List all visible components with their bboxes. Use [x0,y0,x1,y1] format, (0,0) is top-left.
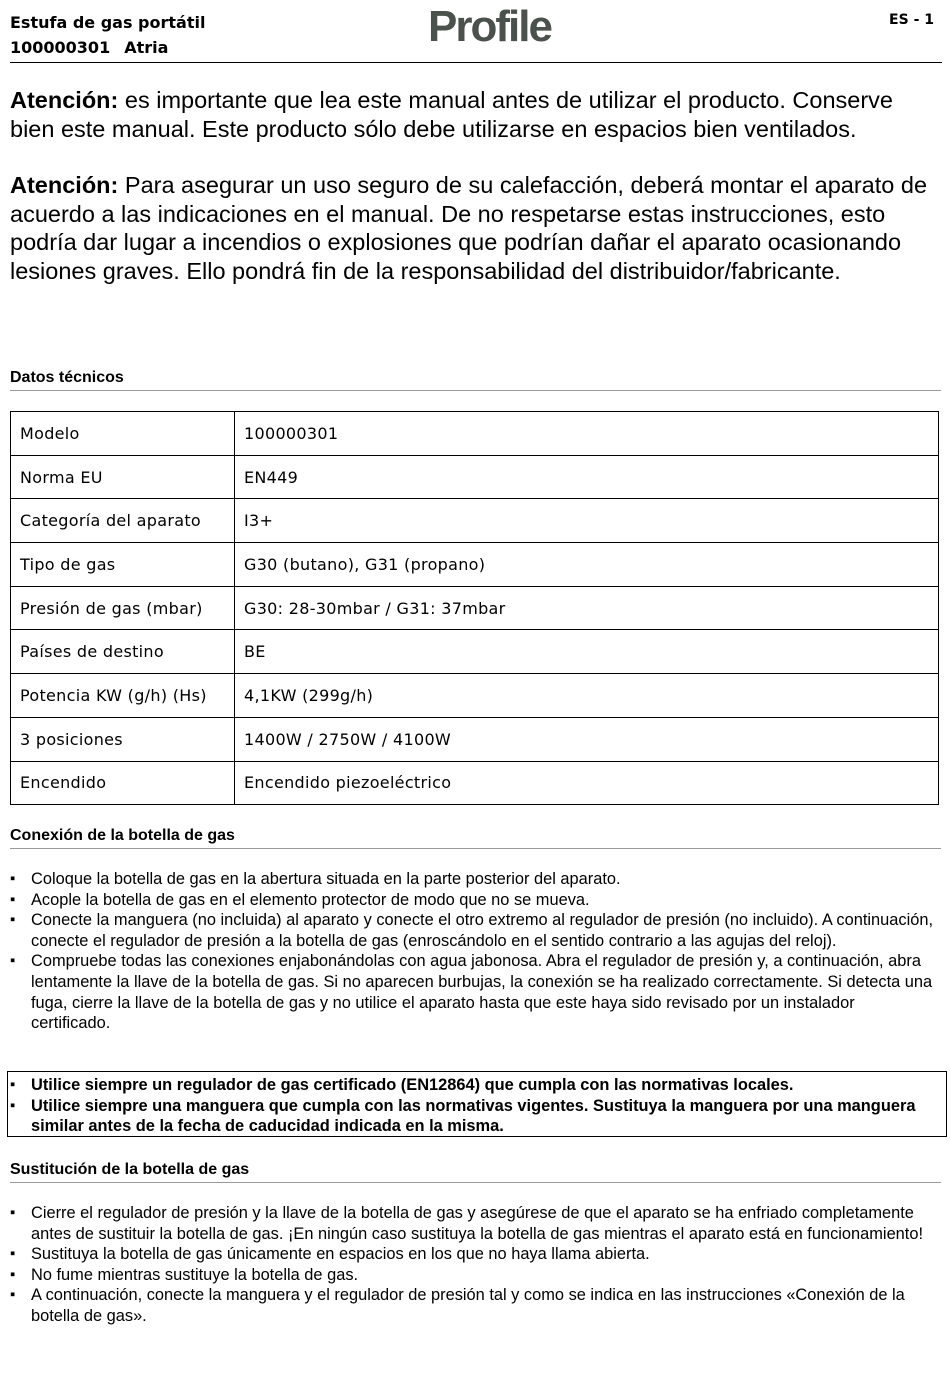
table-row [11,455,939,499]
list-item: ▪ A continuación, conecte la manguera y el regulador de presión tal y como se indica en las instrucciones «Conexión de la botella de gas». [10,1285,936,1326]
spec-label: Encendido [11,761,235,805]
warning-label: Atención: [10,172,119,198]
table-row [11,586,939,630]
page-header [10,2,942,63]
intro-warnings [10,86,940,313]
specs-table [10,411,939,805]
safety-warnings [10,1075,930,1137]
spec-label: Presión de gas (mbar) [11,586,235,630]
spec-label: 3 posiciones [11,717,235,761]
table-row [11,761,939,805]
warning-paragraph-2 [10,171,940,285]
list-item: ▪ No fume mientras sustituye la botella de gas. [10,1265,936,1286]
list-item: ▪ Coloque la botella de gas en la abertura situada en la parte posterior del aparato. [10,869,936,890]
page-number: ES - 1 [889,12,934,28]
spec-label: Norma EU [11,455,235,499]
replacement-steps [10,1203,936,1327]
spec-value: 1400W / 2750W / 4100W [235,717,939,761]
spec-value: BE [235,630,939,674]
table-row [11,543,939,587]
list-item: ▪ Compruebe todas las conexiones enjabonándolas con agua jabonosa. Abra el regulador de presión y, a continuación, abra lentamente la llave de la botella de gas. Si no aparecen burbujas, la conexión se ha realizado correctamente. Si detecta una fuga, cierre la llave de la botella de gas y no utilice el aparato hasta que este haya sido revisado por un instalador certificado. [10,951,936,1033]
spec-label: Modelo [11,412,235,456]
spec-label: Categoría del aparato [11,499,235,543]
table-row [11,674,939,718]
warning-paragraph-1 [10,86,940,143]
list-item: ▪ Cierre el regulador de presión y la llave de la botella de gas y asegúrese de que el aparato se ha enfriado completamente antes de sustituir la botella de gas. ¡En ningún caso sustituya la botella de gas mientras el aparato está en funcionamiento! [10,1203,936,1244]
safety-warning-box [7,1071,947,1137]
section-title-replacement: Sustitución de la botella de gas [10,1160,941,1183]
warning-text: Para asegurar un uso seguro de su calefacción, deberá montar el aparato de acuerdo a las indicaciones en el manual. De no respetarse estas instrucciones, esto podría dar lugar a incendios o explosiones que podrían dañar el aparato ocasionando lesiones graves. Ello pondrá fin de la responsabilidad del distribuidor/fabricante. [10,172,928,284]
list-item: ▪ Sustituya la botella de gas únicamente en espacios en los que no haya llama abierta. [10,1244,936,1265]
table-row [11,412,939,456]
spec-value: G30 (butano), G31 (propano) [235,543,939,587]
table-row [11,630,939,674]
spec-value: Encendido piezoeléctrico [235,761,939,805]
list-item: ▪ Acople la botella de gas en el elemento protector de modo que no se mueva. [10,890,936,911]
spec-label: Tipo de gas [11,543,235,587]
product-code: 100000301 [10,38,111,57]
list-item: ▪ Conecte la manguera (no incluida) al aparato y conecte el otro extremo al regulador de presión (no incluido). A continuación, conecte el regulador de presión a la botella de gas (enroscándolo en el sentido contrario a las agujas del reloj). [10,910,936,951]
product-title: Estufa de gas portátil [10,13,206,32]
spec-value: EN449 [235,455,939,499]
product-model: Atria [124,38,169,57]
spec-value: G30: 28-30mbar / G31: 37mbar [235,586,939,630]
table-row [11,499,939,543]
spec-label: Países de destino [11,630,235,674]
list-item: ▪ Utilice siempre una manguera que cumpla con las normativas vigentes. Sustituya la manguera por una manguera similar antes de la fecha de caducidad indicada en la misma. [10,1096,930,1137]
spec-label: Potencia KW (g/h) (Hs) [11,674,235,718]
list-item: ▪ Utilice siempre un regulador de gas certificado (EN12864) que cumpla con las normativas locales. [10,1075,930,1096]
section-title-connection: Conexión de la botella de gas [10,826,941,849]
spec-value: I3+ [235,499,939,543]
section-title-specs: Datos técnicos [10,368,941,391]
warning-text: es importante que lea este manual antes de utilizar el producto. Conserve bien este manual. Este producto sólo debe utilizarse en espacios bien ventilados. [10,87,893,142]
spec-value: 4,1KW (299g/h) [235,674,939,718]
document-id [10,10,205,60]
connection-steps [10,869,936,1034]
table-row [11,717,939,761]
brand-logo: Profile [428,2,551,51]
warning-label: Atención: [10,87,119,113]
spec-value: 100000301 [235,412,939,456]
